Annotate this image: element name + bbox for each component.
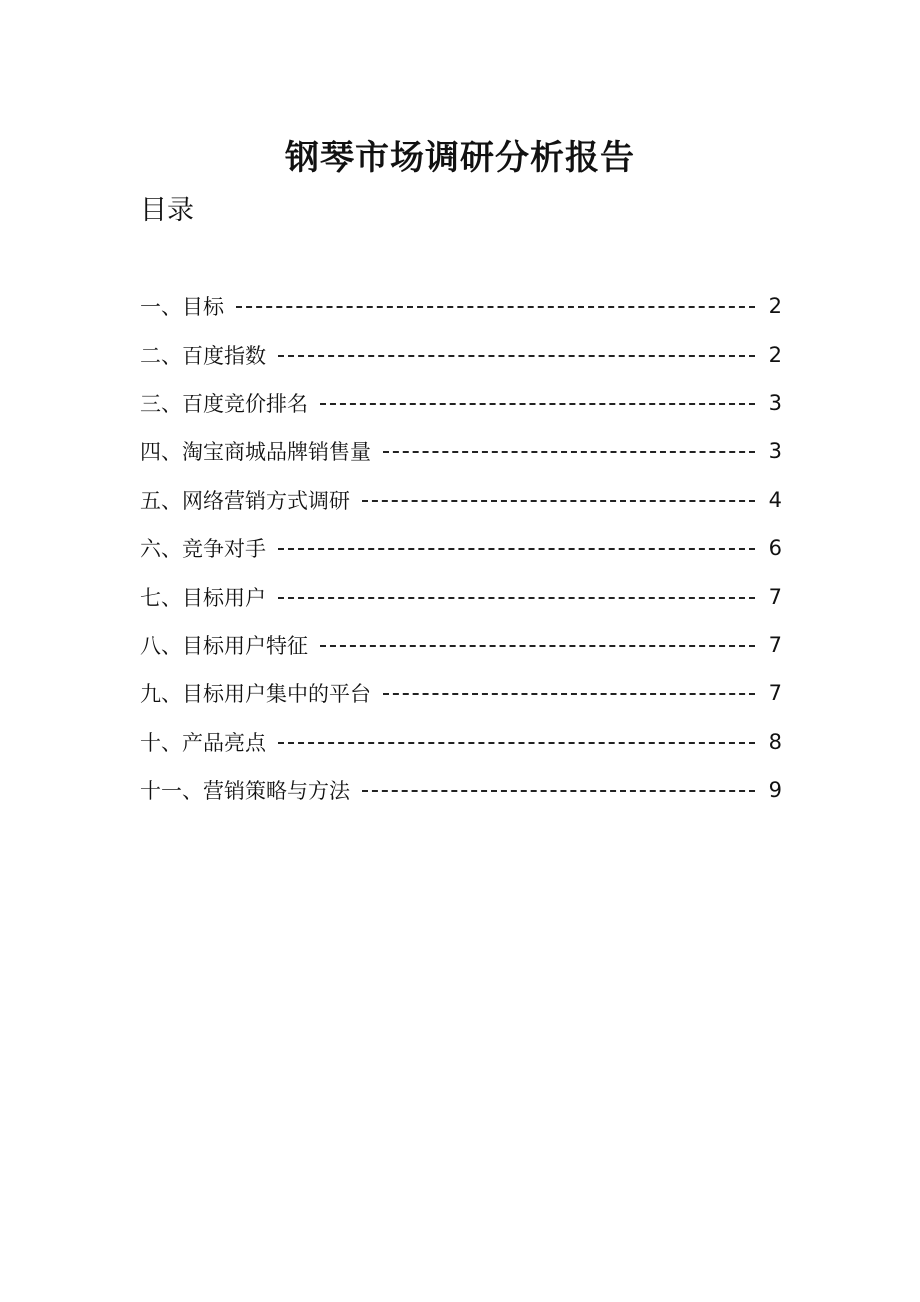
toc-entry[interactable] bbox=[140, 766, 782, 814]
toc-entry[interactable] bbox=[140, 282, 782, 330]
toc-entry-page: 3 bbox=[768, 439, 782, 464]
toc-entry[interactable] bbox=[140, 718, 782, 766]
toc-entry-page: 4 bbox=[768, 487, 782, 512]
table-of-contents bbox=[140, 282, 782, 814]
toc-entry-page: 2 bbox=[768, 342, 782, 367]
toc-leader bbox=[278, 742, 755, 744]
toc-entry[interactable] bbox=[140, 379, 782, 427]
toc-entry-page: 3 bbox=[768, 390, 782, 415]
toc-entry-label: 三、百度竞价排名 bbox=[140, 391, 308, 416]
toc-entry-label: 九、目标用户集中的平台 bbox=[140, 682, 371, 707]
toc-entry[interactable] bbox=[140, 427, 782, 475]
toc-leader bbox=[362, 500, 755, 502]
toc-entry[interactable] bbox=[140, 476, 782, 524]
toc-entry-page: 9 bbox=[768, 778, 782, 803]
toc-leader bbox=[383, 693, 755, 695]
toc-entry-page: 8 bbox=[768, 729, 782, 754]
toc-entry-label: 五、网络营销方式调研 bbox=[140, 488, 350, 513]
toc-leader bbox=[362, 790, 755, 792]
toc-entry-label: 十一、营销策略与方法 bbox=[140, 779, 350, 804]
toc-entry-page: 7 bbox=[768, 584, 782, 609]
toc-leader bbox=[278, 355, 755, 357]
toc-entry-label: 二、百度指数 bbox=[140, 343, 266, 368]
toc-heading: 目录 bbox=[140, 195, 194, 226]
toc-entry[interactable] bbox=[140, 669, 782, 717]
toc-leader bbox=[278, 597, 755, 599]
toc-leader bbox=[320, 403, 755, 405]
toc-entry-page: 6 bbox=[768, 536, 782, 561]
toc-entry[interactable] bbox=[140, 330, 782, 378]
toc-leader bbox=[236, 306, 755, 308]
toc-entry[interactable] bbox=[140, 621, 782, 669]
toc-entry-label: 一、目标 bbox=[140, 295, 224, 320]
toc-leader bbox=[383, 451, 755, 453]
toc-leader bbox=[320, 645, 755, 647]
toc-entry[interactable] bbox=[140, 572, 782, 620]
toc-leader bbox=[278, 548, 755, 550]
toc-entry-label: 八、目标用户特征 bbox=[140, 633, 308, 658]
toc-entry-page: 7 bbox=[768, 681, 782, 706]
document-title: 钢琴市场调研分析报告 bbox=[285, 138, 635, 178]
toc-entry-label: 六、竞争对手 bbox=[140, 537, 266, 562]
toc-entry-label: 四、淘宝商城品牌销售量 bbox=[140, 440, 371, 465]
toc-entry[interactable] bbox=[140, 524, 782, 572]
toc-entry-page: 7 bbox=[768, 632, 782, 657]
toc-entry-page: 2 bbox=[768, 294, 782, 319]
toc-entry-label: 七、目标用户 bbox=[140, 585, 266, 610]
toc-entry-label: 十、产品亮点 bbox=[140, 730, 266, 755]
